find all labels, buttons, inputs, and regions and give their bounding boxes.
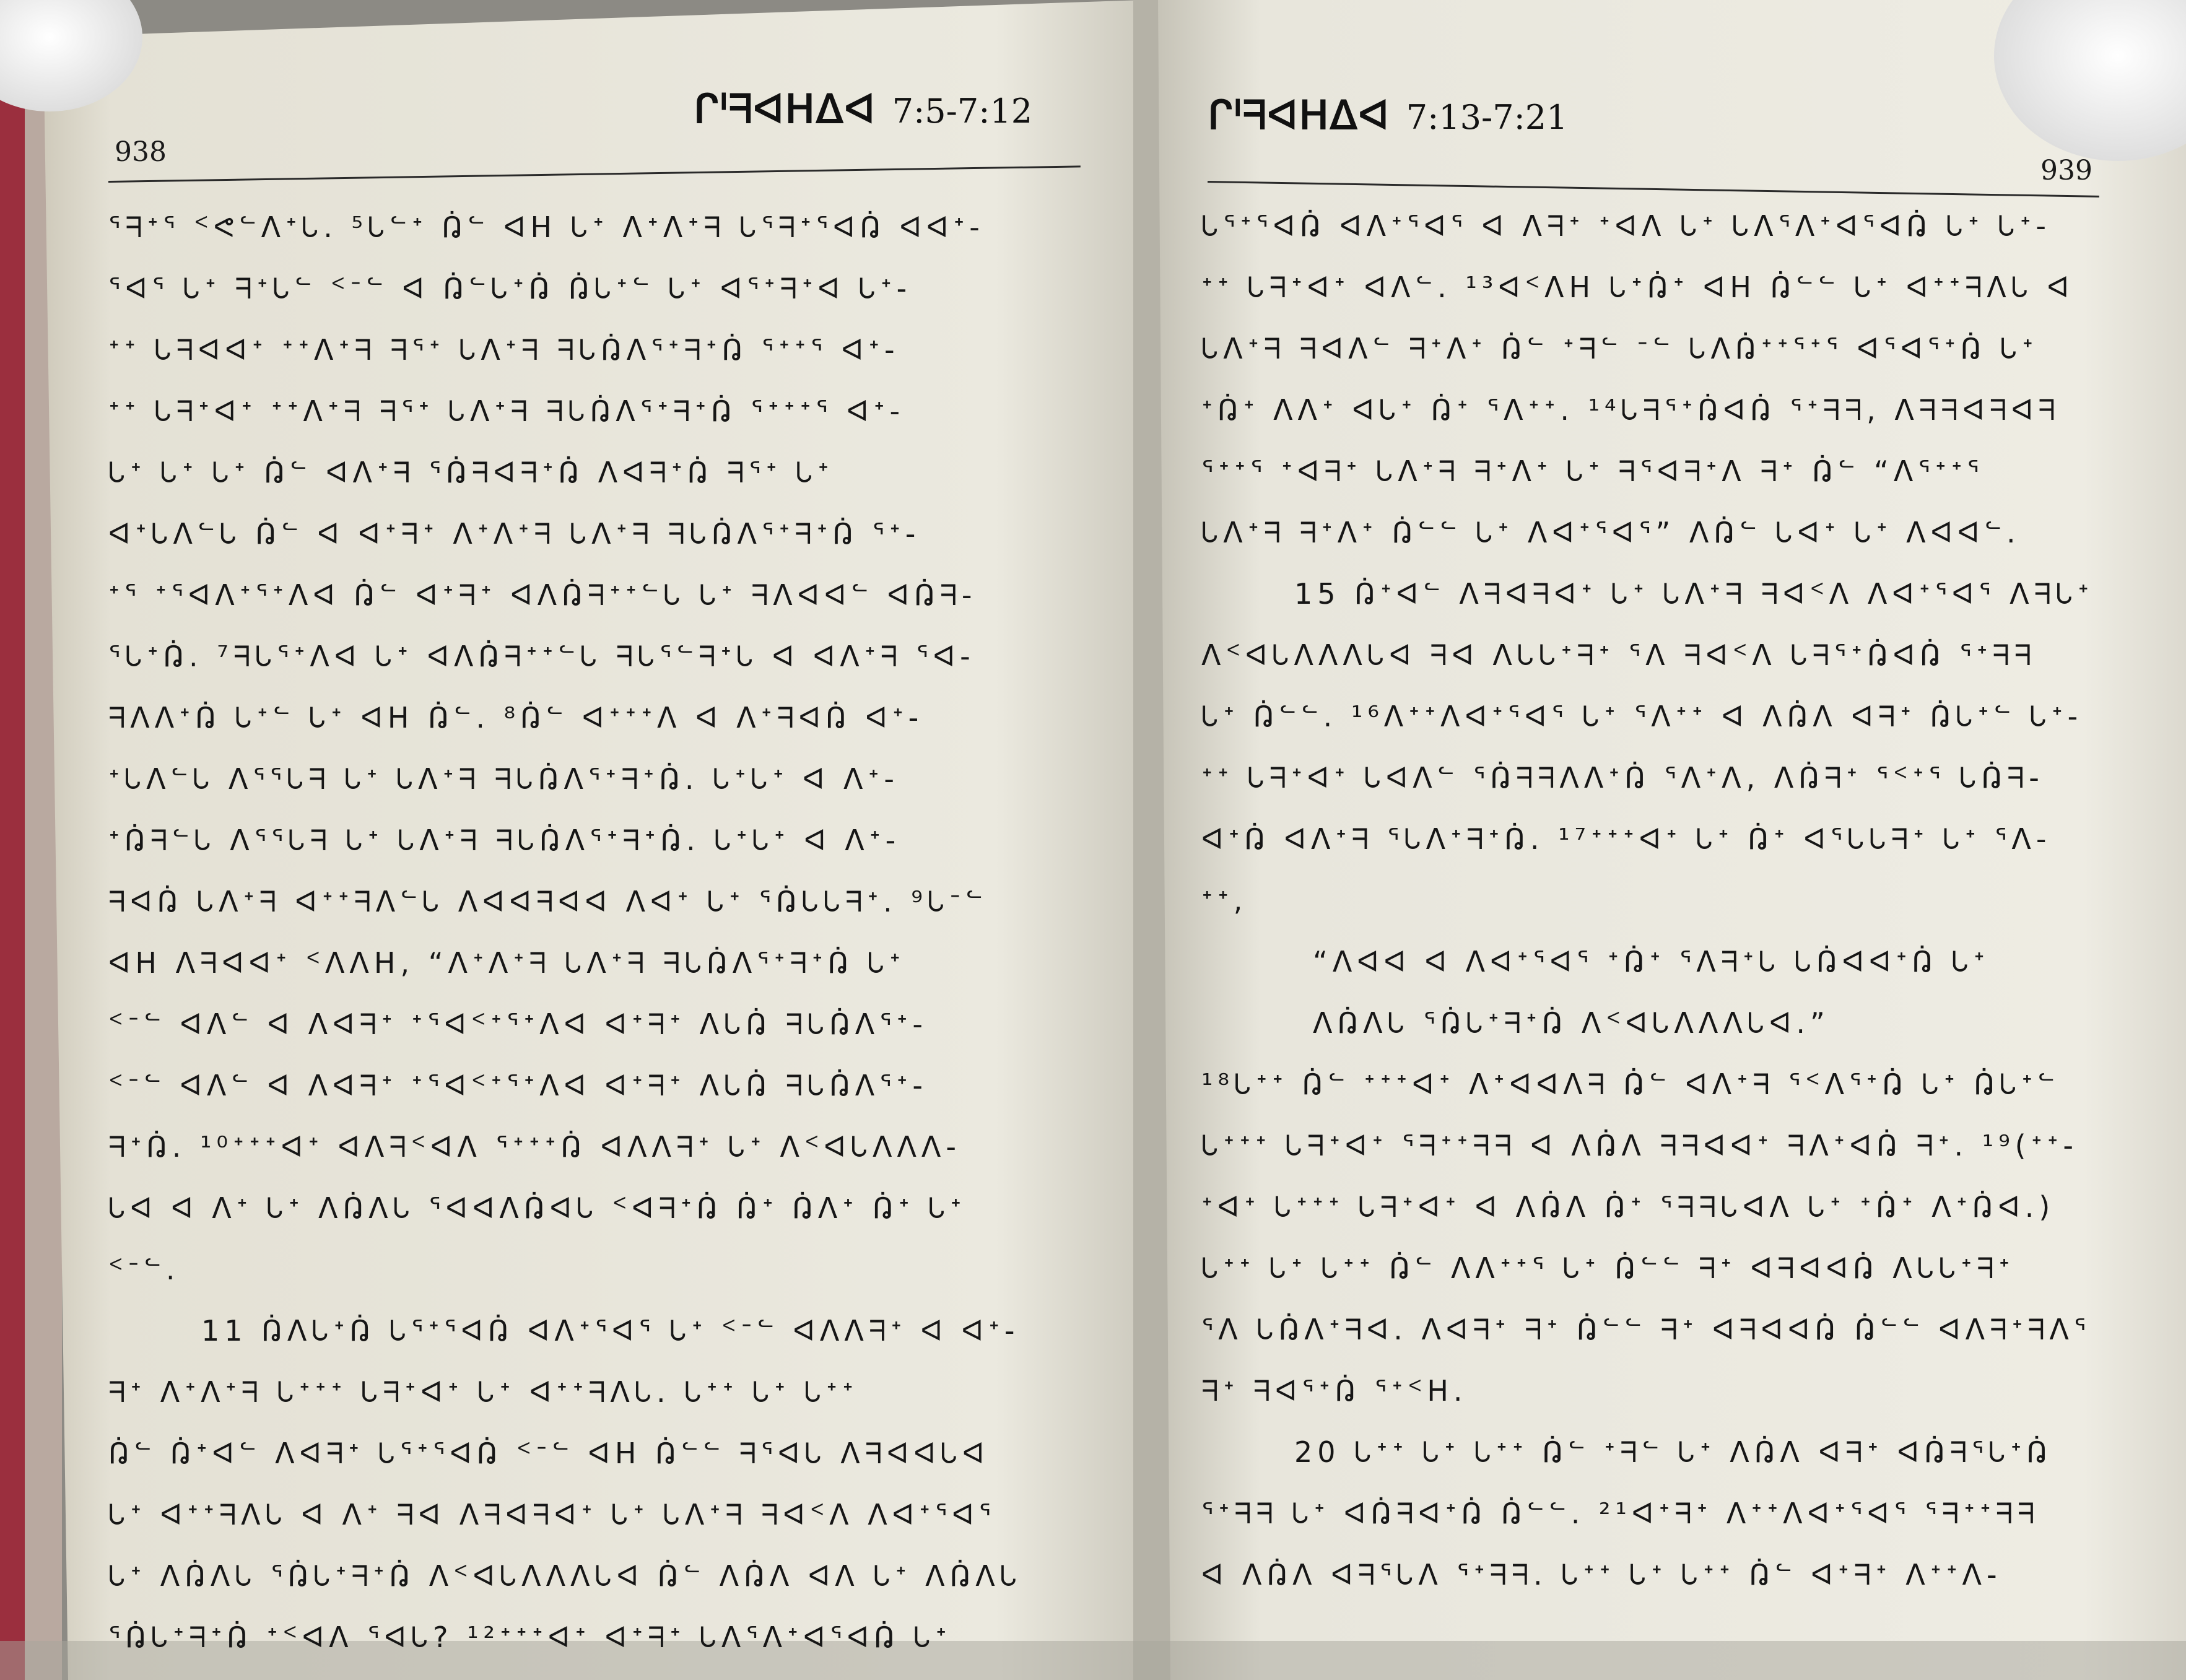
text-line: ᘂᐩ ᐱᕣᐱᘂ ᕐᕣᘂᐩᖷᐩᕣ ᐱᑉᐊᘂᐱᐱᐱᘂᐊ ᕣᓪ ᐱᕣᐱ ᐊᐱ ᘂᐩ ᐱᕣᐱᘂ: [108, 1559, 1022, 1593]
text-line: ᐊ ᐱᕣᐱ ᐊᖷᕐᘂᐱ ᕐᐩᖷᖷ. ᘂᐩᐩ ᘂᐩ ᘂᐩᐩ ᕣᓪ ᐊᐩᖷᐩ ᐱᐩᐩᐱ-: [1201, 1558, 2002, 1591]
text-line: ᐊᕼ ᐱᖷᐊᐊᐩ ᑉᐱᐱᕼ, “ᐱᐩᐱᐩᖷ ᘂᐱᐩᖷ ᖷᘂᕣᐱᕐᐩᖷᐩᕣ ᘂᐩ: [108, 946, 905, 980]
right-chapter-reference: 7:13-7:21: [1406, 98, 1568, 137]
text-line: ᐩᕐ ᐩᕐᐊᐱᐩᕐᐩᐱᐊ ᕣᓪ ᐊᐩᖷᐩ ᐊᐱᕣᖷᐩᐩᓪᘂ ᘂᐩ ᖷᐱᐊᐊᓪ ᐊᕣᖷ-: [108, 578, 977, 612]
text-line: ᕐᐩᐩᕐ ᐩᐊᖷᐩ ᘂᐱᐩᖷ ᖷᐩᐱᐩ ᘂᐩ ᖷᕐᐊᖷᐩᐱ ᖷᐩ ᕣᓪ “ᐱᕐᐩᐩᕐ: [1201, 455, 1984, 488]
left-chapter-reference: 7:5-7:12: [892, 92, 1033, 131]
right-book-title: ᒋᑊᖷᐊᕼᐃᐊ: [1208, 93, 1390, 139]
text-line: ᘂᐩ ᐊᐩᐩᖷᐱᘂ ᐊ ᐱᐩ ᖷᐊ ᐱᖷᐊᖷᐊᐩ ᘂᐩ ᘂᐱᐩᖷ ᖷᐊᑉᐱ ᐱᐊᐩᕐᐊᕐ: [108, 1498, 996, 1531]
text-line: ᐩᘂᐱᓪᘂ ᐱᕐᕐᘂᖷ ᘂᐩ ᘂᐱᐩᖷ ᖷᘂᕣᐱᕐᐩᖷᐩᕣ. ᘂᐩᘂᐩ ᐊ ᐱᐩ-: [108, 762, 899, 796]
text-line: ᕣᓪ ᕣᐩᐊᓪ ᐱᐊᖷᐩ ᘂᕐᐩᕐᐊᕣ ᑉᐨᓪ ᐊᕼ ᕣᓪᓪ ᖷᕐᐊᘂ ᐱᖷᐊᐊᘂᐊ: [108, 1437, 990, 1470]
text-line: ᐱᕣᐱᘂ ᕐᕣᘂᐩᖷᐩᕣ ᐱᑉᐊᘂᐱᐱᐱᘂᐊ.”: [1313, 1006, 1830, 1040]
text-line: ᐩᐩ ᘂᖷᐩᐊᐩ ᐩᐩᐱᐩᖷ ᖷᕐᐩ ᘂᐱᐩᖷ ᖷᘂᕣᐱᕐᐩᖷᐩᕣ ᕐᐩᐩᐩᕐ ᐊᐩ-: [108, 394, 905, 428]
text-line: ᕐᘂᐩᕣ. ⁷ᖷᘂᕐᐩᐱᐊ ᘂᐩ ᐊᐱᕣᖷᐩᐩᓪᘂ ᖷᘂᕐᓪᖷᐩᘂ ᐊ ᐊᐱᐩᖷ ᕐᐊ-: [108, 640, 975, 673]
text-line: ᐊᐩᕣ ᐊᐱᐩᖷ ᕐᘂᐱᐩᖷᐩᕣ. ¹⁷ᐩᐩᐩᐊᐩ ᘂᐩ ᕣᐩ ᐊᕐᘂᘂᖷᐩ ᘂᐩ ᕐᐱ-: [1201, 822, 2052, 856]
text-line: ᐱᑉᐊᘂᐱᐱᐱᘂᐊ ᖷᐊ ᐱᘂᘂᐩᖷᐩ ᕐᐱ ᖷᐊᑉᐱ ᘂᖷᕐᐩᕣᐊᕣ ᕐᐩᖷᖷ: [1201, 638, 2036, 672]
text-line: ᖷᐩ ᖷᐊᕐᐩᕣ ᕐᐩᑉᕼ.: [1201, 1374, 1468, 1408]
left-page-number: 938: [115, 136, 167, 168]
text-line: ᐩᐊᐩ ᘂᐩᐩᐩ ᘂᖷᐩᐊᐩ ᐊ ᐱᕣᐱ ᕣᐩ ᕐᖷᖷᘂᐊᐱ ᘂᐩ ᐩᕣᐩ ᐱᐩᕣᐊ.): [1201, 1190, 2055, 1224]
text-line: ᖷᐩ ᐱᐩᐱᐩᖷ ᘂᐩᐩᐩ ᘂᖷᐩᐊᐩ ᘂᐩ ᐊᐩᐩᖷᐱᘂ. ᘂᐩᐩ ᘂᐩ ᘂᐩᐩ: [108, 1375, 858, 1409]
right-page-number: 939: [2040, 155, 2092, 186]
text-line: ᕐᕣᘂᐩᖷᐩᕣ ᐩᑉᐊᐱ ᕐᐊᘂ? ¹²ᐩᐩᐩᐊᐩ ᐊᐩᖷᐩ ᘂᐱᕐᐱᐩᐊᕐᐊᕣ ᘂᐩ: [108, 1621, 952, 1654]
text-line: ᑉᐨᓪ ᐊᐱᓪ ᐊ ᐱᐊᖷᐩ ᐩᕐᐊᑉᐩᕐᐩᐱᐊ ᐊᐩᖷᐩ ᐱᘂᕣ ᖷᘂᕣᐱᕐᐩ-: [108, 1008, 928, 1041]
text-line: “ᐱᐊᐊ ᐊ ᐱᐊᐩᕐᐊᕐ ᐩᕣᐩ ᕐᐱᖷᐩᘂ ᘂᕣᐊᐊᐩᕣ ᘂᐩ: [1313, 945, 1990, 978]
text-line: ᕐᐊᕐ ᘂᐩ ᖷᐩᘂᓪ ᑉᐨᓪ ᐊ ᕣᓪᘂᐩᕣ ᕣᘂᐩᓪ ᘂᐩ ᐊᕐᐩᖷᐩᐊ ᘂᐩ-: [108, 272, 912, 305]
text-line: ᘂᐊ ᐊ ᐱᐩ ᘂᐩ ᐱᕣᐱᘂ ᕐᐊᐊᐱᕣᐊᘂ ᑉᐊᖷᐩᕣ ᕣᐩ ᕣᐱᐩ ᕣᐩ ᘂᐩ: [108, 1191, 967, 1225]
text-line: 15 ᕣᐩᐊᓪ ᐱᖷᐊᖷᐊᐩ ᘂᐩ ᘂᐱᐩᖷ ᖷᐊᑉᐱ ᐱᐊᐩᕐᐊᕐ ᐱᖷᘂᐩ: [1294, 577, 2094, 611]
text-line: ᑉᐨᓪ.: [108, 1253, 180, 1286]
text-line: 20 ᘂᐩᐩ ᘂᐩ ᘂᐩᐩ ᕣᓪ ᐩᖷᓪ ᘂᐩ ᐱᕣᐱ ᐊᖷᐩ ᐊᕣᖷᕐᘂᐩᕣ: [1294, 1435, 2052, 1469]
text-line: ᐩᐩ,: [1201, 884, 1248, 917]
text-line: ᑉᐨᓪ ᐊᐱᓪ ᐊ ᐱᐊᖷᐩ ᐩᕐᐊᑉᐩᕐᐩᐱᐊ ᐊᐩᖷᐩ ᐱᘂᕣ ᖷᘂᕣᐱᕐᐩ-: [108, 1069, 928, 1102]
text-line: 11 ᕣᐱᘂᐩᕣ ᘂᕐᐩᕐᐊᕣ ᐊᐱᐩᕐᐊᕐ ᘂᐩ ᑉᐨᓪ ᐊᐱᐱᖷᐩ ᐊ ᐊᐩ-: [201, 1314, 1020, 1347]
left-page-header: [694, 87, 1032, 133]
text-line: ᕐᐱ ᘂᕣᐱᐩᖷᐊ. ᐱᐊᖷᐩ ᖷᐩ ᕣᓪᓪ ᖷᐩ ᐊᖷᐊᐊᕣ ᕣᓪᓪ ᐊᐱᖷᐩᖷᐱᕐ: [1201, 1313, 2091, 1346]
text-line: ᖷᐩᕣ. ¹⁰ᐩᐩᐩᐊᐩ ᐊᐱᖷᑉᐊᐱ ᕐᐩᐩᐩᕣ ᐊᐱᐱᖷᐩ ᘂᐩ ᐱᑉᐊᘂᐱᐱᐱ-: [108, 1130, 961, 1164]
right-page-header: [1208, 93, 1568, 139]
text-line: ᘂᐱᐩᖷ ᖷᐊᐱᓪ ᖷᐩᐱᐩ ᕣᓪ ᐩᖷᓪ ᐨᓪ ᘂᐱᕣᐩᐩᕐᐩᕐ ᐊᕐᐊᕐᐩᕣ ᘂᐩ: [1201, 332, 2039, 365]
text-line: ᕐᐩᖷᖷ ᘂᐩ ᐊᕣᖷᐊᐩᕣ ᕣᓪᓪ. ²¹ᐊᐩᖷᐩ ᐱᐩᐩᐱᐊᐩᕐᐊᕐ ᕐᖷᐩᐩᖷᖷ: [1201, 1497, 2040, 1530]
text-line: ᘂᐱᐩᖷ ᖷᐩᐱᐩ ᕣᓪᓪ ᘂᐩ ᐱᐊᐩᕐᐊᕐ” ᐱᕣᓪ ᘂᐊᐩ ᘂᐩ ᐱᐊᐊᓪ.: [1201, 516, 2021, 549]
text-line: ᘂᐩᐩᐩ ᘂᖷᐩᐊᐩ ᕐᖷᐩᐩᖷᖷ ᐊ ᐱᕣᐱ ᖷᖷᐊᐊᐩ ᖷᐱᐩᐊᕣ ᖷᐩ. ¹⁹(ᐩᐩ-: [1201, 1129, 2079, 1162]
text-line: ᐩᕣᖷᓪᘂ ᐱᕐᕐᘂᖷ ᘂᐩ ᘂᐱᐩᖷ ᖷᘂᕣᐱᕐᐩᖷᐩᕣ. ᘂᐩᘂᐩ ᐊ ᐱᐩ-: [108, 824, 901, 857]
text-line: ᘂᕐᐩᕐᐊᕣ ᐊᐱᐩᕐᐊᕐ ᐊ ᐱᖷᐩ ᐩᐊᐱ ᘂᐩ ᘂᐱᕐᐱᐩᐊᕐᐊᕣ ᘂᐩ ᘂᐩ-: [1201, 209, 2051, 243]
text-line: ᘂᐩ ᕣᓪᓪ. ¹⁶ᐱᐩᐩᐱᐊᐩᕐᐊᕐ ᘂᐩ ᕐᐱᐩᐩ ᐊ ᐱᕣᐱ ᐊᖷᐩ ᕣᘂᐩᓪ ᘂᐩ-: [1201, 700, 2083, 733]
text-line: ᐩᐩ ᘂᖷᐩᐊᐩ ᐊᐱᓪ. ¹³ᐊᑉᐱᕼ ᘂᐩᕣᐩ ᐊᕼ ᕣᓪᓪ ᘂᐩ ᐊᐩᐩᖷᐱᘂ ᐊ: [1201, 271, 2074, 304]
text-line: ᕐᖷᐩᕐ ᑉᕙᓪᐱᐩᘂ. ⁵ᘂᓪᐩ ᕣᓪ ᐊᕼ ᘂᐩ ᐱᐩᐱᐩᖷ ᘂᕐᖷᐩᕐᐊᕣ ᐊᐊᐩ-: [108, 211, 985, 244]
text-line: ᐩᕣᐩ ᐱᐱᐩ ᐊᘂᐩ ᕣᐩ ᕐᐱᐩᐩ. ¹⁴ᘂᖷᕐᐩᕣᐊᕣ ᕐᐩᖷᖷ, ᐱᖷᖷᐊᖷᐊᖷ: [1201, 393, 2060, 427]
text-line: ¹⁸ᘂᐩᐩ ᕣᓪ ᐩᐩᐩᐊᐩ ᐱᐩᐊᐊᐱᖷ ᕣᓪ ᐊᐱᐩᖷ ᕐᑉᐱᕐᐩᕣ ᘂᐩ ᕣᘂᐩᓪ: [1201, 1068, 2060, 1101]
text-line: ᐩᐩ ᘂᖷᐩᐊᐩ ᘂᐊᐱᓪ ᕐᕣᖷᖷᐱᐱᐩᕣ ᕐᐱᐩᐱ, ᐱᕣᖷᐩ ᕐᑉᐩᕐ ᘂᕣᖷ-: [1201, 761, 2044, 794]
text-line: ᐊᐩᘂᐱᓪᘂ ᕣᓪ ᐊ ᐊᐩᖷᐩ ᐱᐩᐱᐩᖷ ᘂᐱᐩᖷ ᖷᘂᕣᐱᕐᐩᖷᐩᕣ ᕐᐩ-: [108, 517, 921, 551]
right-page-body: [1201, 196, 2124, 1606]
text-line: ᖷᐊᕣ ᘂᐱᐩᖷ ᐊᐩᐩᖷᐱᓪᘂ ᐱᐊᐊᖷᐊᐊ ᐱᐊᐩ ᘂᐩ ᕐᕣᘂᘂᖷᐩ. ⁹ᘂᐨᓪ: [108, 885, 988, 918]
text-line: ᖷᐱᐱᐩᕣ ᘂᐩᓪ ᘂᐩ ᐊᕼ ᕣᓪ. ⁸ᕣᓪ ᐊᐩᐩᐩᐱ ᐊ ᐱᐩᖷᐊᕣ ᐊᐩ-: [108, 701, 924, 734]
text-line: ᘂᐩᐩ ᘂᐩ ᘂᐩᐩ ᕣᓪ ᐱᐱᐩᐩᕐ ᘂᐩ ᕣᓪᓪ ᖷᐩ ᐊᖷᐊᐊᕣ ᐱᘂᘂᐩᖷᐩ: [1201, 1251, 2015, 1285]
left-page-body: [108, 197, 1099, 1668]
text-line: ᘂᐩ ᘂᐩ ᘂᐩ ᕣᓪ ᐊᐱᐩᖷ ᕐᕣᖷᐊᖷᐩᕣ ᐱᐊᖷᐩᕣ ᖷᕐᐩ ᘂᐩ: [108, 456, 834, 489]
left-book-title: ᒋᑊᖷᐊᕼᐃᐊ: [694, 87, 876, 133]
text-line: ᐩᐩ ᘂᖷᐊᐊᐩ ᐩᐩᐱᐩᖷ ᖷᕐᐩ ᘂᐱᐩᖷ ᖷᘂᕣᐱᕐᐩᖷᐩᕣ ᕐᐩᐩᕐ ᐊᐩ-: [108, 333, 900, 367]
